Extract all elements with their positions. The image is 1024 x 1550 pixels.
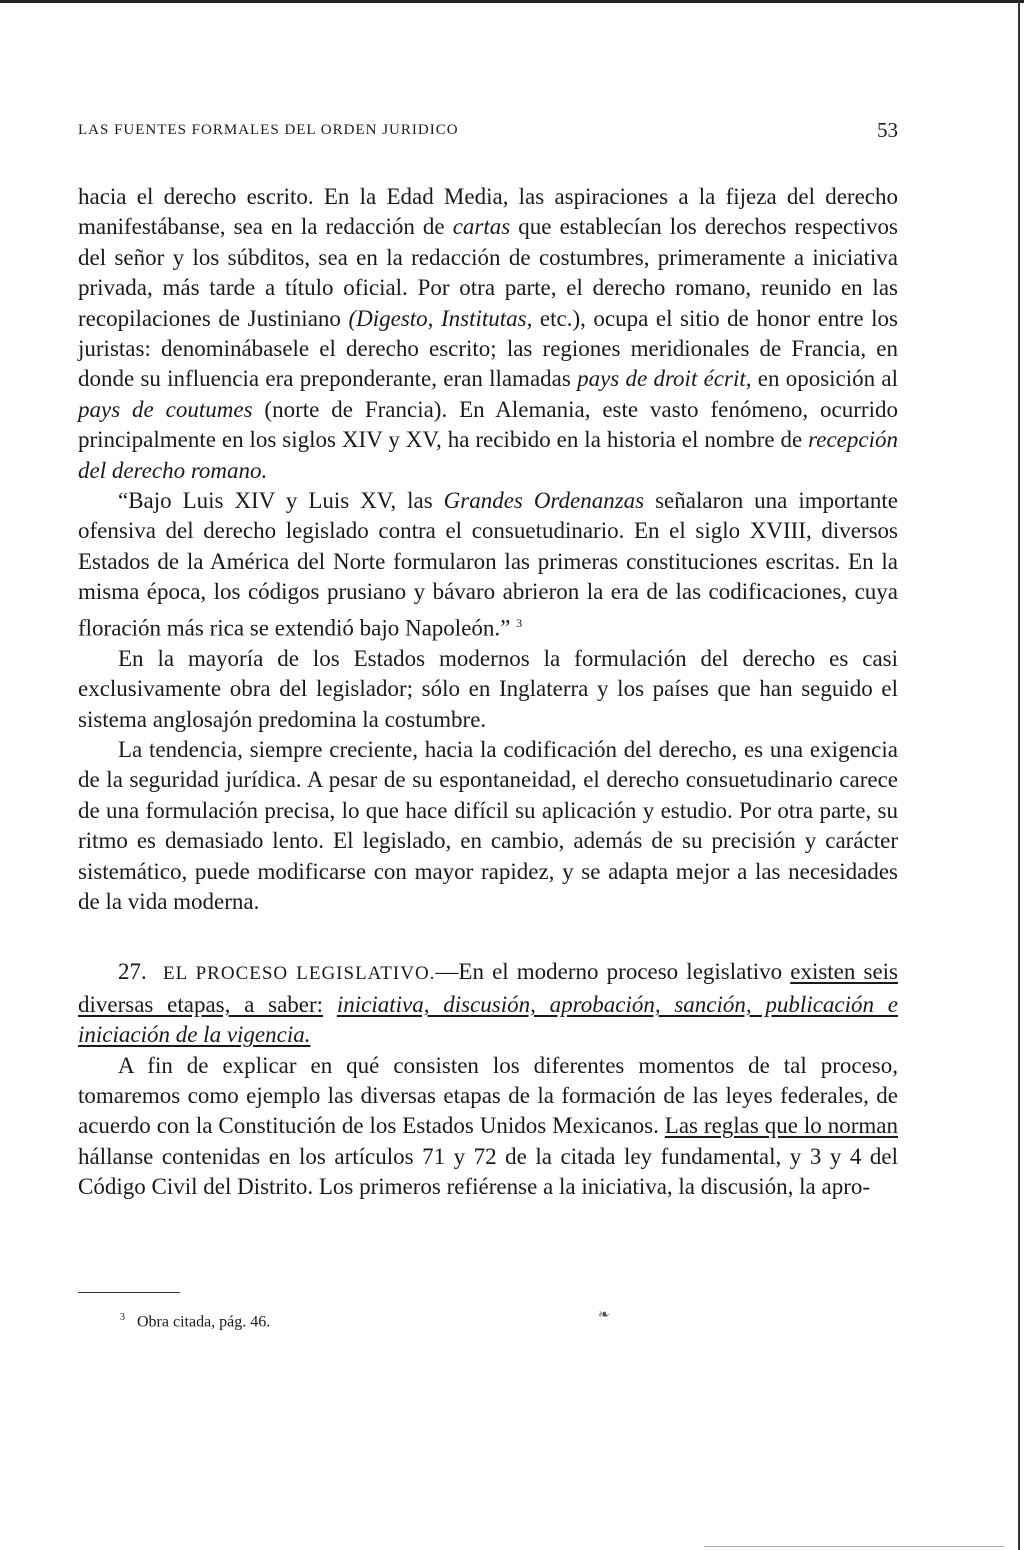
underlined-run: existen seis diversas etapas, a saber: <box>78 959 898 1017</box>
paragraph-4: La tendencia, siempre creciente, hacia la codificación del derecho, es una exigencia de la seguridad jurídica. A pesar de su espontaneidad, el derecho consuetudinario carece de una formulación precisa, lo que hace difícil su aplicación y estudio. Por otra parte, su ritmo es demasiado lento. El legislado, en cambio, además de su precisión y carácter sistemático, puede modificarse con mayor rapidez, y se adapta mejor a las necesidades de la vida moderna. <box>78 736 898 914</box>
footnote-text: Obra citada, pág. 46. <box>137 1313 271 1331</box>
page-number: 53 <box>877 118 898 142</box>
paragraph-5 <box>78 1051 898 1203</box>
text-run: (norte de Francia). En Alemania, este vasto fenómeno, ocurrido principalmente en los siglos XIV y XV, ha recibido en la historia el nombre de <box>78 396 898 453</box>
underlined-run: Las reglas que lo norman <box>664 1113 898 1139</box>
paragraph-2-quotation <box>78 486 898 644</box>
text-run: que establecían los derechos respectivos del señor y los súbditos, sea en la redacción de costumbres, primeramente a iniciativa privada, más tarde a título oficial. Por otra parte, el derecho romano, reunido en las recopilaciones de Justiniano <box>78 214 898 331</box>
section-number: 27. <box>118 959 147 985</box>
body-text <box>78 182 898 1203</box>
footnote-reference: 3 <box>516 615 523 630</box>
footnote-rule <box>78 1292 180 1293</box>
text-run: hállanse contenidas en los artículos 71 y 72 de la citada ley fundamental, y 3 y 4 del Código Civil del Distrito. Los primeros refiérense a la iniciativa, la discusión, la apro- <box>78 1143 898 1200</box>
italic-run: (Digesto, Institutas, <box>348 305 533 331</box>
page-right-edge <box>1018 0 1020 1550</box>
italic-run: cartas <box>452 214 511 240</box>
paragraph-3: En la mayoría de los Estados modernos la formulación del derecho es casi exclusivamente obra del legislador; sólo en Inglaterra y los países que han seguido el sistema anglosajón predomina la costumbre. <box>78 645 898 732</box>
paragraph-1 <box>78 182 898 486</box>
section-27 <box>78 957 898 1050</box>
footnote <box>120 1312 270 1331</box>
text-run: señalaron una importante ofensiva del derecho legislado contra el consuetudinario. En el siglo XVIII, diversos Estados de la América del Norte formularon las primeras constituciones escritas. En la misma época, los códigos prusiano y bávaro abrieron la era de las codificaciones, cuya floración más rica se extendió bajo Napoleón.” <box>78 488 898 641</box>
text-run: “Bajo Luis XIV y Luis XV, las <box>118 488 444 514</box>
page-top-border <box>0 0 1024 3</box>
italic-run: recepción del derecho romano. <box>78 427 898 483</box>
text-run <box>323 992 337 1017</box>
running-header <box>78 118 898 148</box>
running-title: LAS FUENTES FORMALES DEL ORDEN JURIDICO <box>78 122 459 138</box>
text-run: en oposición al <box>751 366 898 392</box>
ornament-icon: ❧ <box>598 1307 610 1323</box>
section-title: EL PROCESO LEGISLATIVO. <box>162 963 436 985</box>
italic-run: Grandes Ordenanzas <box>443 488 645 514</box>
text-run: hacia el derecho escrito. En la Edad Media, las aspiraciones a la fijeza del derecho manifestábanse, sea en la redacción de <box>78 184 898 240</box>
italic-run: pays de droit écrit, <box>577 366 752 392</box>
text-run: A fin de explicar en qué consisten los diferentes momentos de tal proceso, tomaremos como ejemplo las diversas etapas de la formación de las leyes federales, de acuerdo con la Constitución de los Estados Unidos Mexicanos. <box>78 1052 898 1139</box>
underlined-italic-run: iniciativa, discusión, aprobación, sanción, publicación e iniciación de la vigencia. <box>78 991 898 1048</box>
text-run: etc.), ocupa el sitio de honor entre los juristas: denominábasele el derecho escrito; las regiones meridionales de Francia, en donde su influencia era preponderante, eran llamadas <box>78 305 898 392</box>
footnote-marker: 3 <box>120 1312 125 1323</box>
italic-run: pays de coutumes <box>78 396 253 422</box>
text-run: —En el moderno proceso legislativo <box>435 959 791 985</box>
bottom-edge-line <box>704 1546 1004 1547</box>
